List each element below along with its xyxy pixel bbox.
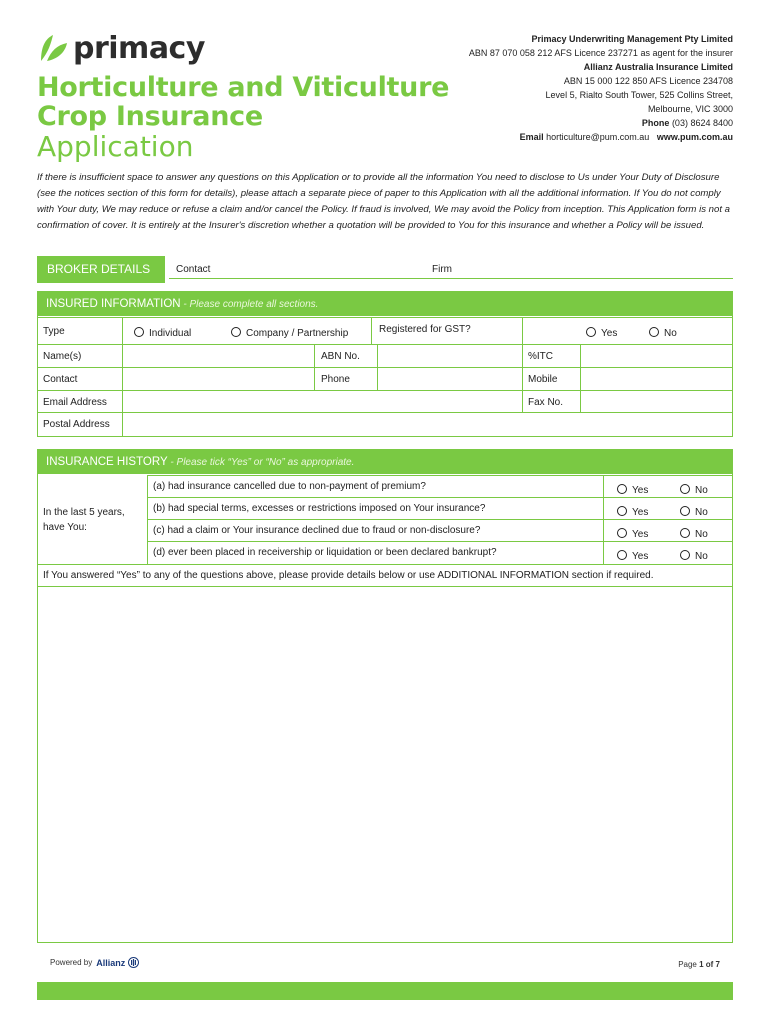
- divider: [522, 391, 523, 413]
- allianz-logo-icon: [128, 957, 139, 968]
- type-row: [38, 317, 732, 344]
- insured-information-title: INSURED INFORMATION: [46, 298, 181, 310]
- question-d-text: (d) ever been placed in receivership or liquidation or been declared bankrupt?: [153, 547, 497, 558]
- question-a-yes-radio[interactable]: [617, 484, 627, 494]
- phone-label: Phone: [641, 118, 670, 128]
- email-label: Email Address: [43, 397, 107, 408]
- company-label: Company / Partnership: [246, 328, 349, 339]
- type-label: Type: [43, 326, 65, 337]
- powered-by-label: Powered by: [50, 958, 93, 967]
- broker-input-line[interactable]: [169, 278, 733, 279]
- question-a-no[interactable]: [680, 484, 708, 496]
- question-d-no-radio[interactable]: [680, 550, 690, 560]
- question-d-yes-radio[interactable]: [617, 550, 627, 560]
- insurance-history-hint: - Please tick “Yes” or “No” as appropriate.: [167, 457, 355, 468]
- insured-information-hint: - Please complete all sections.: [180, 299, 319, 310]
- company-abn: ABN 87 070 058 212 AFS Licence 237271 as agent for the insurer: [468, 48, 733, 58]
- phone-value: (03) 8624 8400: [669, 118, 733, 128]
- question-row-c: [148, 519, 732, 541]
- question-c-yes-radio[interactable]: [617, 528, 627, 538]
- history-details-textarea[interactable]: [37, 586, 733, 943]
- contact-input[interactable]: [123, 368, 313, 390]
- gst-yes-label: Yes: [601, 328, 618, 339]
- mobile-label: Mobile: [528, 374, 558, 385]
- phone-label: Phone: [321, 374, 350, 385]
- leaf-logo-icon: [37, 33, 69, 65]
- divider: [314, 345, 315, 368]
- postal-label: Postal Address: [43, 419, 110, 430]
- email-input[interactable]: [123, 391, 521, 412]
- gst-yes-radio[interactable]: [586, 327, 596, 337]
- question-b-yes-radio[interactable]: [617, 506, 627, 516]
- divider: [522, 318, 523, 345]
- yes-label: Yes: [632, 551, 649, 562]
- divider: [603, 498, 604, 520]
- divider: [314, 368, 315, 391]
- phone-line: [469, 116, 733, 130]
- phone-input[interactable]: [378, 368, 522, 390]
- primacy-logo: [37, 33, 205, 65]
- question-c-text: (c) had a claim or Your insurance declined due to fraud or non-disclosure?: [153, 525, 481, 536]
- divider: [122, 318, 123, 345]
- postal-input[interactable]: [123, 413, 731, 436]
- question-c-no-radio[interactable]: [680, 528, 690, 538]
- question-a-no-radio[interactable]: [680, 484, 690, 494]
- question-row-a: [148, 475, 732, 497]
- broker-details: [37, 256, 733, 283]
- question-b-text: (b) had special terms, excesses or restrictions imposed on Your insurance?: [153, 503, 486, 514]
- question-c-no[interactable]: [680, 528, 708, 540]
- page-count: 1 of 7: [699, 960, 720, 969]
- title-line-3: Application: [37, 130, 194, 163]
- company-option[interactable]: [231, 327, 348, 339]
- question-a-text: (a) had insurance cancelled due to non-payment of premium?: [153, 481, 426, 492]
- mobile-input[interactable]: [581, 368, 731, 390]
- question-d-no[interactable]: [680, 550, 708, 562]
- question-row-b: [148, 497, 732, 519]
- divider: [603, 542, 604, 565]
- website-link[interactable]: www.pum.com.au: [656, 132, 733, 142]
- contact-label: Contact: [43, 374, 78, 385]
- footer-bar: [37, 982, 733, 1000]
- yes-label: Yes: [632, 485, 649, 496]
- contact-row: [38, 367, 732, 390]
- email-label: Email: [519, 132, 544, 142]
- individual-label: Individual: [149, 328, 192, 339]
- email-row: [38, 390, 732, 412]
- title-line-2: Crop Insurance: [37, 101, 263, 132]
- individual-option[interactable]: [134, 327, 191, 339]
- page-number: [678, 960, 720, 969]
- history-note-row: [38, 564, 732, 586]
- divider: [603, 476, 604, 498]
- question-d-yes[interactable]: [617, 550, 648, 562]
- names-label: Name(s): [43, 351, 82, 362]
- history-side-label: In the last 5 years, have You:: [43, 507, 125, 533]
- names-input[interactable]: [123, 345, 313, 367]
- fax-label: Fax No.: [528, 397, 564, 408]
- page-prefix: Page: [678, 960, 700, 969]
- abn-label: ABN No.: [321, 351, 360, 362]
- question-b-no-radio[interactable]: [680, 506, 690, 516]
- company-radio[interactable]: [231, 327, 241, 337]
- email-line: [469, 130, 733, 144]
- insurance-history-section: [37, 449, 733, 587]
- question-c-yes[interactable]: [617, 528, 648, 540]
- gst-no-label: No: [664, 328, 677, 339]
- yes-label: Yes: [632, 507, 649, 518]
- no-label: No: [695, 507, 708, 518]
- intro-text: If there is insufficient space to answer any questions on this Application or to provide all the information You need to disclose to Us under Your Duty of Disclosure (see the notices section of this form for details), please attach a separate piece of paper to this Application with all the additional information. If You do not comply with Your duty, We may reduce or refuse a claim and/or cancel the Policy. If fraud is involved, We may avoid the Policy from inception. This Application form is not a confirmation of cover. It is entirely at the Insurer's discretion whether a quotation will be provided to You for this insurance and whether a Policy will be issued.: [37, 172, 731, 231]
- insurer-abn: ABN 15 000 122 850 AFS Licence 234708: [563, 76, 733, 86]
- names-row: [38, 344, 732, 367]
- email-value[interactable]: horticulture@pum.com.au: [543, 132, 650, 142]
- individual-radio[interactable]: [134, 327, 144, 337]
- address-line-2: Melbourne, VIC 3000: [647, 104, 733, 114]
- divider: [522, 368, 523, 391]
- insurance-history-title: INSURANCE HISTORY: [46, 456, 168, 468]
- allianz-wordmark: Allianz: [96, 957, 126, 968]
- insurance-history-header: [38, 450, 732, 474]
- address-line-1: Level 5, Rialto South Tower, 525 Collins Street,: [545, 90, 733, 100]
- insured-information-header: [38, 292, 732, 316]
- logo-text: primacy: [73, 31, 205, 66]
- company-name: Primacy Underwriting Management Pty Limited: [531, 34, 733, 44]
- broker-firm-label: Firm: [432, 264, 452, 275]
- history-note: If You answered “Yes” to any of the questions above, please provide details below or use ADDITIONAL INFORMATION section if required.: [43, 570, 654, 581]
- itc-label: %ITC: [528, 351, 553, 362]
- no-label: No: [695, 485, 708, 496]
- broker-contact-label: Contact: [176, 264, 211, 275]
- itc-input[interactable]: [581, 345, 731, 367]
- gst-yes-option[interactable]: [586, 327, 617, 339]
- question-b-yes[interactable]: [617, 506, 648, 518]
- broker-details-label: BROKER DETAILS: [37, 256, 165, 283]
- powered-by: [50, 957, 139, 968]
- insured-information-section: [37, 291, 733, 437]
- yes-label: Yes: [632, 529, 649, 540]
- page-title: [37, 73, 457, 163]
- company-details: [469, 32, 733, 144]
- gst-no-radio[interactable]: [649, 327, 659, 337]
- question-a-yes[interactable]: [617, 484, 648, 496]
- title-line-1: Horticulture and Viticulture: [37, 72, 450, 103]
- no-label: No: [695, 529, 708, 540]
- fax-input[interactable]: [581, 391, 731, 412]
- gst-label: Registered for GST?: [379, 324, 471, 335]
- gst-no-option[interactable]: [649, 327, 677, 339]
- divider: [371, 318, 372, 345]
- insurer-name: Allianz Australia Insurance Limited: [583, 62, 733, 72]
- divider: [522, 345, 523, 368]
- postal-row: [38, 412, 732, 436]
- question-b-no[interactable]: [680, 506, 708, 518]
- no-label: No: [695, 551, 708, 562]
- divider: [603, 520, 604, 542]
- question-row-d: [148, 541, 732, 564]
- abn-input[interactable]: [378, 345, 522, 367]
